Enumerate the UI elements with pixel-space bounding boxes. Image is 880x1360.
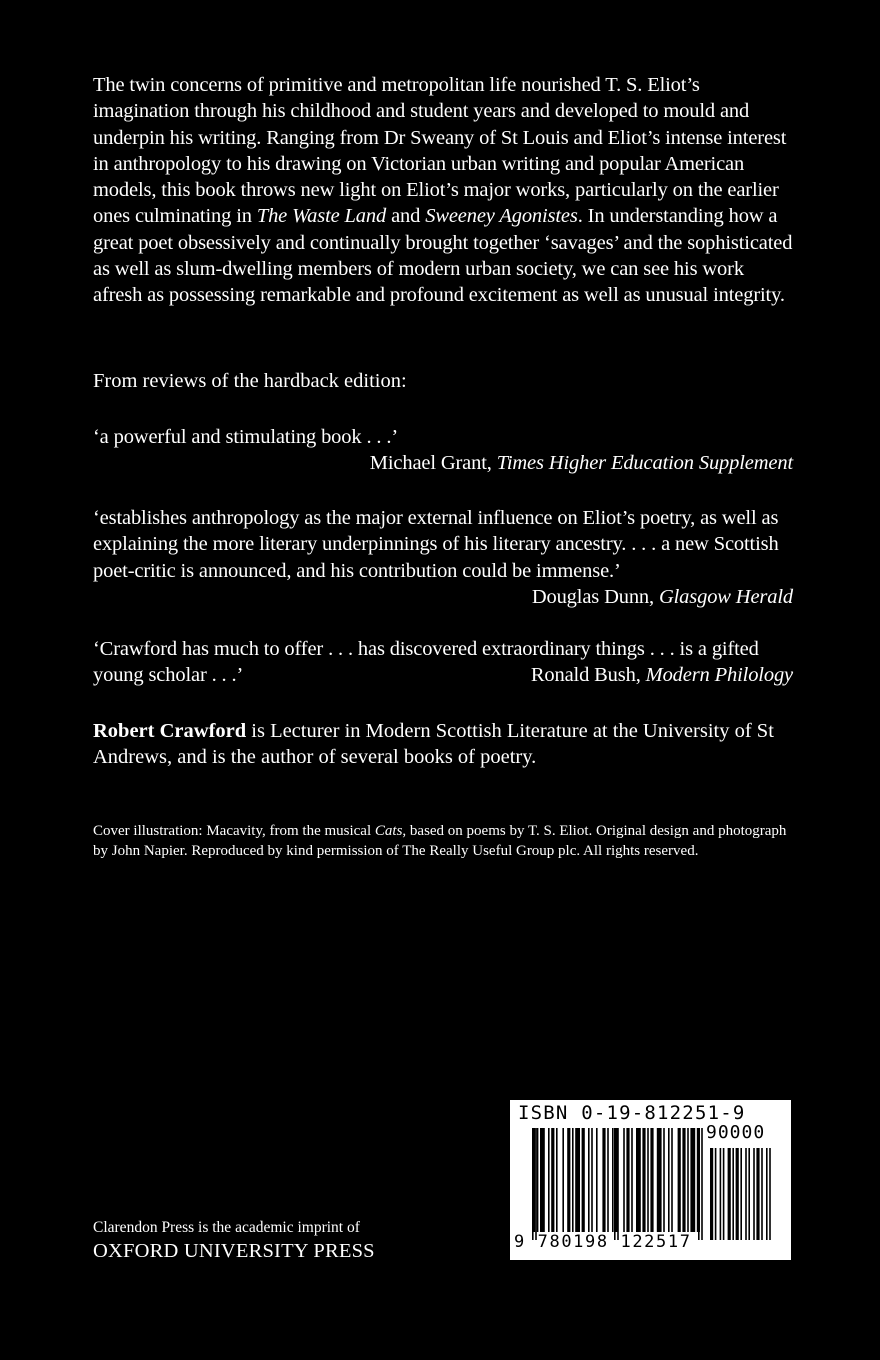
barcode-bar	[588, 1128, 590, 1232]
barcode-bar	[710, 1148, 713, 1240]
review-1-attribution	[93, 450, 793, 476]
barcode-bar	[650, 1128, 653, 1232]
barcode-bar	[623, 1128, 625, 1232]
author-bio	[93, 718, 793, 771]
publisher-imprint	[93, 1218, 375, 1264]
barcode-bar	[698, 1128, 700, 1240]
imprint-line: Clarendon Press is the academic imprint of	[93, 1219, 360, 1236]
barcode-bar	[678, 1128, 681, 1232]
barcode-bar	[612, 1128, 614, 1232]
barcode-bar	[761, 1148, 763, 1240]
barcode-bar	[607, 1128, 609, 1232]
barcode-bar	[715, 1148, 717, 1240]
barcode-bar	[596, 1128, 598, 1232]
barcode-bar	[556, 1128, 558, 1232]
barcode-bar	[631, 1128, 633, 1232]
description-paragraph	[93, 72, 793, 309]
review-quote-1	[93, 424, 793, 477]
author-bio-text: is Lecturer in Modern Scottish Literature at the University of St Andrews, and is the author of several books of poetry.	[93, 720, 774, 769]
barcode-bar	[668, 1128, 670, 1232]
description-text-end: . In understanding how a great poet obsessively and continually brought together ‘savages’ and the sophisticated as well as slum-dwelling members of modern urban society, we can see his work afresh as possessing remarkable and profound excitement as well as unusual integrity.	[93, 205, 793, 307]
review-1-publication: Times Higher Education Supplement	[496, 452, 793, 475]
review-3-reviewer: Ronald Bush,	[530, 664, 646, 687]
barcode-bar	[728, 1148, 731, 1240]
title-the-waste-land: The Waste Land	[256, 205, 387, 228]
barcode-bar	[532, 1128, 534, 1240]
isbn-number: ISBN 0-19-812251-9	[518, 1102, 746, 1124]
barcode-bar	[572, 1128, 574, 1232]
review-quote-2	[93, 505, 793, 608]
review-quote-3	[93, 636, 793, 689]
barcode-bar	[756, 1148, 759, 1240]
barcode-bar	[551, 1128, 554, 1232]
barcode-bar	[657, 1128, 662, 1232]
book-description	[93, 72, 793, 309]
title-sweeney-agonistes: Sweeney Agonistes	[425, 205, 578, 228]
cover-credit	[93, 822, 793, 861]
ean-digits: 9 780198 122517	[514, 1232, 692, 1252]
review-3-text: ‘Crawford has much to offer . . . has discovered extraordinary things . . . is a gifted young scholar . . .’	[93, 638, 759, 687]
barcode-bar	[614, 1128, 616, 1240]
barcode-bar	[575, 1128, 580, 1232]
barcode-bar	[540, 1128, 545, 1232]
barcode-bar	[769, 1148, 771, 1240]
barcode-bar	[617, 1128, 619, 1240]
barcode-bar	[642, 1128, 645, 1232]
review-1-text: ‘a powerful and stimulating book . . .’	[93, 426, 399, 448]
review-2-attribution	[532, 584, 793, 610]
barcode-bar	[647, 1128, 649, 1232]
barcode-bar	[602, 1128, 605, 1232]
description-text-start: The twin concerns of primitive and metropolitan life nourished T. S. Eliot’s imagination through his childhood and student years and developed to mould and underpin his writing. Ranging from Dr Sweany of St Louis and Eliot’s intense interest in anthropology to his drawing on Victorian urban writing and popular American models, this book throws new light on Eliot’s major works, particularly on the earlier ones culminating in	[93, 74, 787, 228]
barcode-bar	[753, 1148, 755, 1240]
review-2-publication: Glasgow Herald	[658, 585, 793, 608]
barcode-bar	[748, 1148, 750, 1240]
barcode-bar	[548, 1128, 550, 1232]
review-1-reviewer: Michael Grant,	[369, 452, 497, 475]
barcode-bar	[766, 1148, 768, 1240]
barcode-bar	[537, 1128, 539, 1232]
barcode-bar	[690, 1128, 695, 1232]
cover-credit-text-start: Cover illustration: Macavity, from the musical	[93, 823, 375, 839]
price-code: 90000	[706, 1122, 766, 1143]
barcode-bar	[732, 1148, 734, 1240]
barcode-bar	[736, 1148, 739, 1240]
review-3-attribution	[531, 662, 793, 688]
barcode-bar	[723, 1148, 725, 1240]
barcode-bar	[567, 1128, 570, 1232]
barcode-bar	[740, 1148, 742, 1240]
barcode-bar	[701, 1128, 703, 1240]
barcode-bar	[582, 1128, 585, 1232]
barcode-bar	[687, 1128, 689, 1232]
author-name: Robert Crawford	[93, 720, 247, 742]
review-2-text: ‘establishes anthropology as the major external influence on Eliot’s poetry, as well as explaining the more literary underpinnings of his literary ancestry. . . . a new Scottish poet-critic is announced, and his contribution could be immense.’	[93, 507, 779, 582]
review-3-publication: Modern Philology	[645, 664, 793, 687]
barcode-bar	[626, 1128, 629, 1232]
cover-credit-title: Cats	[374, 823, 403, 839]
barcode-bar	[562, 1128, 564, 1232]
cover-credit-text-end: , based on poems by T. S. Eliot. Original design and photograph by John Napier. Reproduced by kind permission of The Really Useful Group plc. All rights reserved.	[93, 823, 787, 859]
publisher-name: OXFORD UNIVERSITY PRESS	[93, 1240, 375, 1262]
reviews-heading: From reviews of the hardback edition:	[93, 370, 407, 392]
description-conjunction: and	[386, 205, 426, 228]
barcode-bar	[682, 1128, 685, 1232]
barcode-bar	[663, 1128, 665, 1232]
barcode-bar	[636, 1128, 641, 1232]
barcode-bar	[591, 1128, 593, 1232]
review-2-reviewer: Douglas Dunn,	[531, 585, 659, 608]
barcode-bar	[745, 1148, 747, 1240]
barcode-bar	[720, 1148, 722, 1240]
barcode-bar	[535, 1128, 537, 1240]
isbn-barcode	[510, 1100, 791, 1260]
barcode-bar	[671, 1128, 673, 1232]
